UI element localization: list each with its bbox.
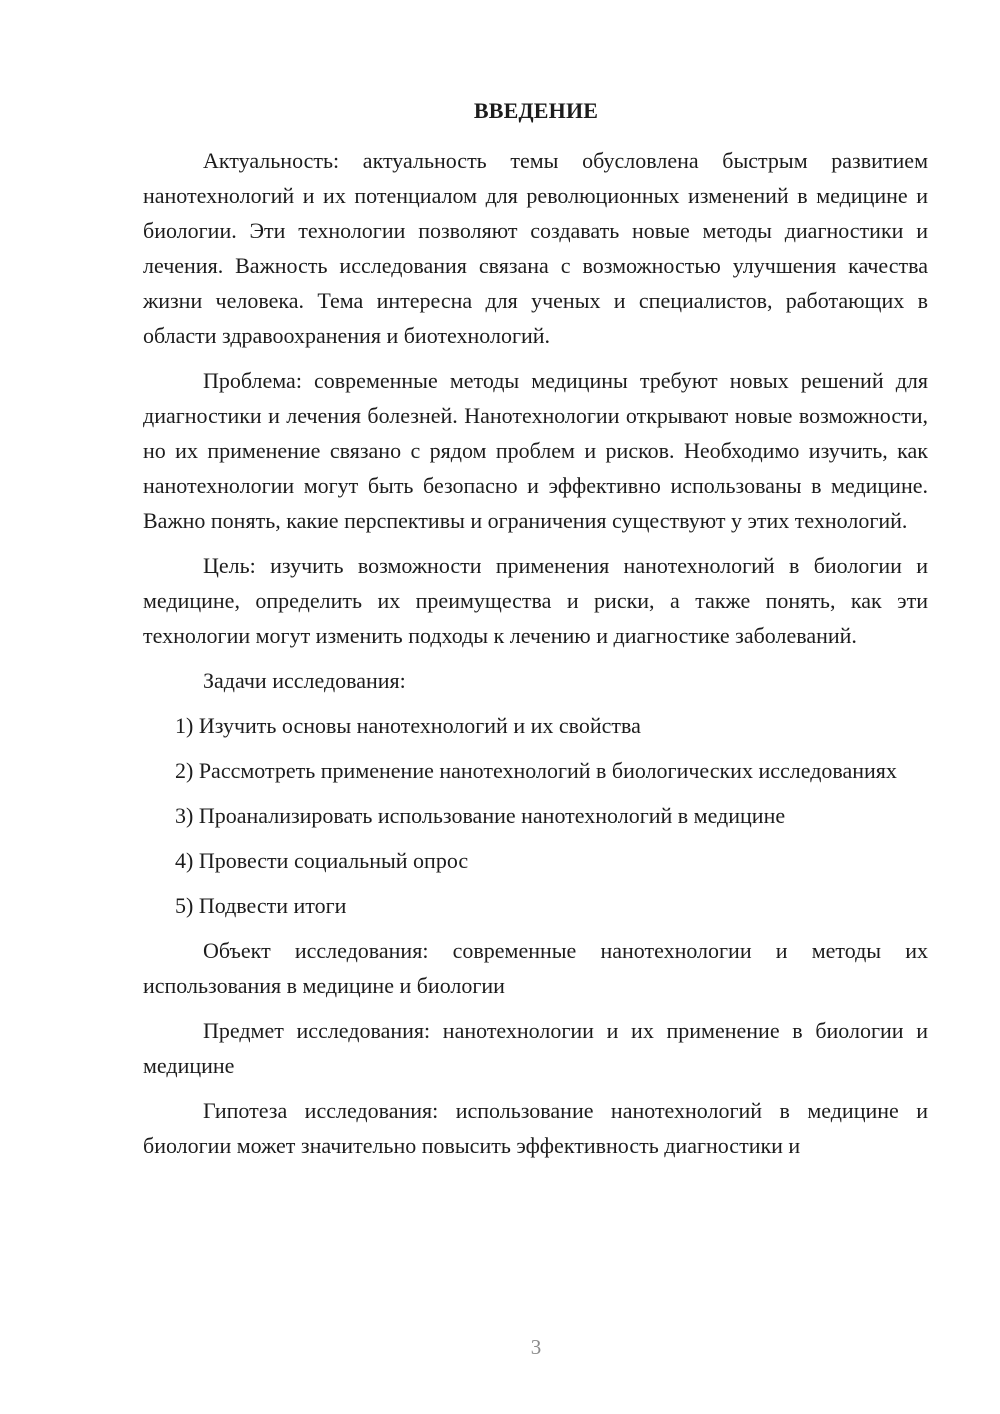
paragraph-goal: Цель: изучить возможности применения нанотехнологий в биологии и медицине, определить их преимущества и риски, а также понять, как эти технологии могут изменить подходы к лечению и диагностике заболеваний. — [143, 553, 928, 648]
task-item-4: 4) Провести социальный опрос — [175, 848, 469, 873]
paragraph-subject: Предмет исследования: нанотехнологии и их применение в биологии и медицине — [143, 1018, 928, 1078]
body-text — [143, 143, 928, 1173]
paragraph-tasks-heading: Задачи исследования: — [203, 668, 406, 693]
paragraph-hypothesis: Гипотеза исследования: использование нанотехнологий в медицине и биологии может значительно повысить эффективность диагностики и — [143, 1098, 928, 1158]
section-heading: ВВЕДЕНИЕ — [473, 98, 599, 123]
task-item-5: 5) Подвести итоги — [175, 893, 347, 918]
task-item-1: 1) Изучить основы нанотехнологий и их свойства — [175, 713, 641, 738]
paragraph-object: Объект исследования: современные нанотехнологии и методы их использования в медицине и биологии — [143, 938, 928, 998]
paragraph-relevance: Актуальность: актуальность темы обусловлена быстрым развитием нанотехнологий и их потенциалом для революционных изменений в медицине и биологии. Эти технологии позволяют создавать новые методы диагностики и лечения. Важность исследования связана с возможностью улучшения качества жизни человека. Тема интересна для ученых и специалистов, работающих в области здравоохранения и биотехнологий. — [143, 148, 928, 348]
task-item-3: 3) Проанализировать использование нанотехнологий в медицине — [175, 803, 786, 828]
task-item-2: 2) Рассмотреть применение нанотехнологий в биологических исследованиях — [175, 758, 897, 783]
page-number: 3 — [530, 1335, 542, 1359]
paragraph-problem: Проблема: современные методы медицины требуют новых решений для диагностики и лечения болезней. Нанотехнологии открывают новые возможности, но их применение связано с рядом проблем и рисков. Необходимо изучить, как нанотехнологии могут быть безопасно и эффективно использованы в медицине. Важно понять, какие перспективы и ограничения существуют у этих технологий. — [143, 368, 928, 533]
